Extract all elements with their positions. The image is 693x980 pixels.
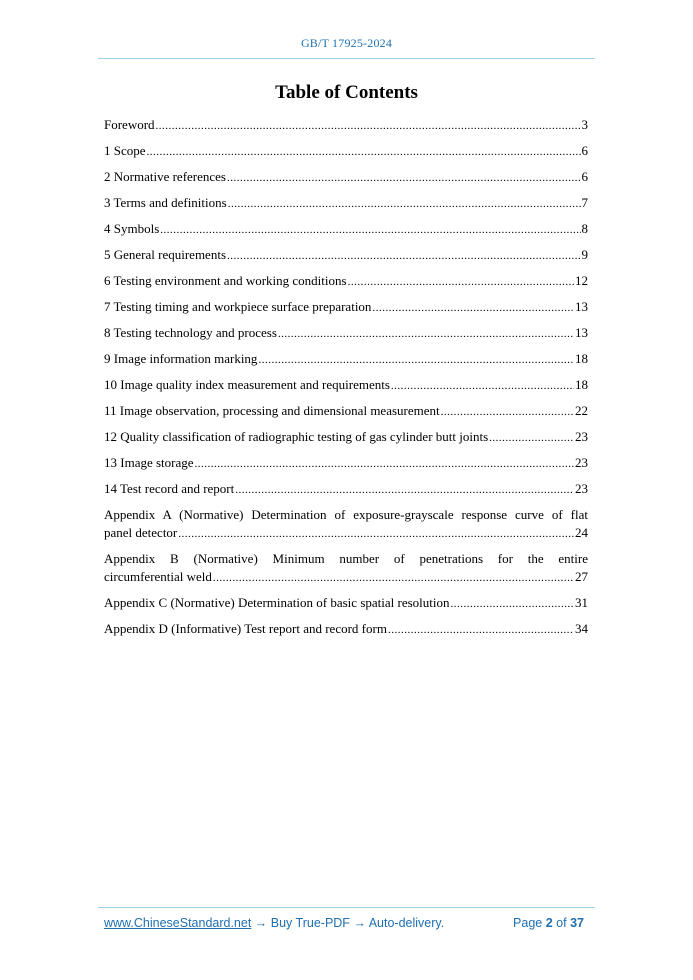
toc-entry-label: Appendix C (Normative) Determination of basic spatial resolution — [104, 595, 450, 610]
dot-leader — [278, 325, 574, 343]
toc-entry-page: 23 — [575, 429, 588, 444]
toc-entry-second-line — [104, 524, 588, 543]
toc-entry-page: 31 — [575, 595, 588, 610]
toc-entry-page: 18 — [575, 377, 588, 392]
dot-leader — [441, 403, 574, 421]
toc-entry-label: 10 Image quality index measurement and requirements — [104, 377, 390, 392]
toc-entry-label: 4 Symbols — [104, 221, 160, 236]
toc-entry-image-storage[interactable] — [104, 454, 588, 473]
footer-promo-text: → Buy True-PDF → Auto-delivery. — [251, 916, 445, 930]
toc-entry-foreword[interactable] — [104, 116, 588, 135]
toc-entry-image-quality-index[interactable] — [104, 376, 588, 395]
page-footer — [104, 916, 584, 930]
dot-leader — [228, 195, 581, 213]
toc-entry-page: 34 — [575, 621, 588, 636]
dot-leader — [235, 481, 574, 499]
header-divider — [98, 58, 595, 59]
dot-leader — [156, 117, 581, 135]
dot-leader — [258, 351, 574, 369]
toc-entry-label: 8 Testing technology and process — [104, 325, 277, 340]
page-title: Table of Contents — [275, 82, 418, 103]
toc-entry-second-line — [104, 568, 588, 587]
toc-entry-page: 13 — [575, 299, 588, 314]
toc-entry-label: Foreword — [104, 117, 155, 132]
toc-entry-image-observation[interactable] — [104, 402, 588, 421]
total-pages-number: 37 — [570, 916, 584, 930]
toc-entry-page: 18 — [575, 351, 588, 366]
toc-entry-page: 13 — [575, 325, 588, 340]
toc-entry-general-requirements[interactable] — [104, 246, 588, 265]
toc-entry-label: Appendix D (Informative) Test report and record form — [104, 621, 387, 636]
dot-leader — [213, 569, 574, 587]
toc-entry-page: 23 — [575, 455, 588, 470]
toc-entry-label: 13 Image storage — [104, 455, 194, 470]
toc-entry-label: 3 Terms and definitions — [104, 195, 227, 210]
toc-entry-label-continued: circumferential weld — [104, 569, 212, 584]
toc-entry-label-continued: panel detector — [104, 525, 178, 540]
footer-promo — [104, 916, 444, 930]
dot-leader — [391, 377, 574, 395]
toc-entry-page: 7 — [581, 195, 588, 210]
current-page-number: 2 — [545, 916, 553, 930]
toc-entry-page: 23 — [575, 481, 588, 496]
toc-entry-appendix-b[interactable] — [104, 550, 588, 587]
page-of-label: of — [556, 916, 567, 930]
dot-leader — [227, 247, 580, 265]
dot-leader — [195, 455, 574, 473]
table-of-contents — [104, 116, 588, 646]
toc-entry-label: 9 Image information marking — [104, 351, 258, 366]
dot-leader — [178, 525, 574, 543]
toc-entry-label: 14 Test record and report — [104, 481, 235, 496]
toc-entry-appendix-d[interactable] — [104, 620, 588, 639]
toc-entry-label: 5 General requirements — [104, 247, 227, 262]
toc-entry-page: 24 — [575, 525, 588, 540]
footer-divider — [98, 907, 595, 908]
toc-entry-label: 6 Testing environment and working conditions — [104, 273, 347, 288]
toc-entry-label: 1 Scope — [104, 143, 146, 158]
toc-entry-label: 12 Quality classification of radiographic testing of gas cylinder butt joints — [104, 429, 489, 444]
toc-entry-page: 3 — [581, 117, 588, 132]
toc-entry-test-record[interactable] — [104, 480, 588, 499]
toc-entry-scope[interactable] — [104, 142, 588, 161]
toc-entry-appendix-a[interactable] — [104, 506, 588, 543]
toc-entry-testing-timing[interactable] — [104, 298, 588, 317]
dot-leader — [489, 429, 574, 447]
page-indicator — [513, 916, 584, 930]
toc-entry-page: 6 — [581, 169, 588, 184]
toc-entry-testing-environment[interactable] — [104, 272, 588, 291]
dot-leader — [160, 221, 580, 239]
toc-entry-page: 9 — [581, 247, 588, 262]
toc-entry-page: 6 — [581, 143, 588, 158]
page-label: Page — [513, 916, 543, 930]
toc-entry-page: 22 — [575, 403, 588, 418]
toc-entry-page: 8 — [581, 221, 588, 236]
toc-entry-appendix-c[interactable] — [104, 594, 588, 613]
dot-leader — [147, 143, 581, 161]
dot-leader — [372, 299, 574, 317]
website-link[interactable]: www.ChineseStandard.net — [104, 916, 252, 930]
toc-entry-page: 27 — [575, 569, 588, 584]
dot-leader — [451, 595, 575, 613]
toc-entry-quality-classification[interactable] — [104, 428, 588, 447]
toc-entry-testing-technology[interactable] — [104, 324, 588, 343]
dot-leader — [348, 273, 574, 291]
toc-entry-label: 11 Image observation, processing and dimensional measurement — [104, 403, 440, 418]
toc-entry-symbols[interactable] — [104, 220, 588, 239]
dot-leader — [388, 621, 574, 639]
toc-entry-page: 12 — [575, 273, 588, 288]
toc-entry-terms-and-definitions[interactable] — [104, 194, 588, 213]
toc-entry-image-information-marking[interactable] — [104, 350, 588, 369]
toc-entry-label: Appendix B (Normative) Minimum number of penetrations for the entire — [104, 551, 588, 566]
toc-entry-label: 2 Normative references — [104, 169, 226, 184]
toc-entry-label: 7 Testing timing and workpiece surface preparation — [104, 299, 372, 314]
toc-entry-normative-references[interactable] — [104, 168, 588, 187]
dot-leader — [227, 169, 581, 187]
toc-entry-label: Appendix A (Normative) Determination of exposure-grayscale response curve of flat — [104, 507, 588, 522]
document-id-header: GB/T 17925-2024 — [300, 36, 393, 50]
